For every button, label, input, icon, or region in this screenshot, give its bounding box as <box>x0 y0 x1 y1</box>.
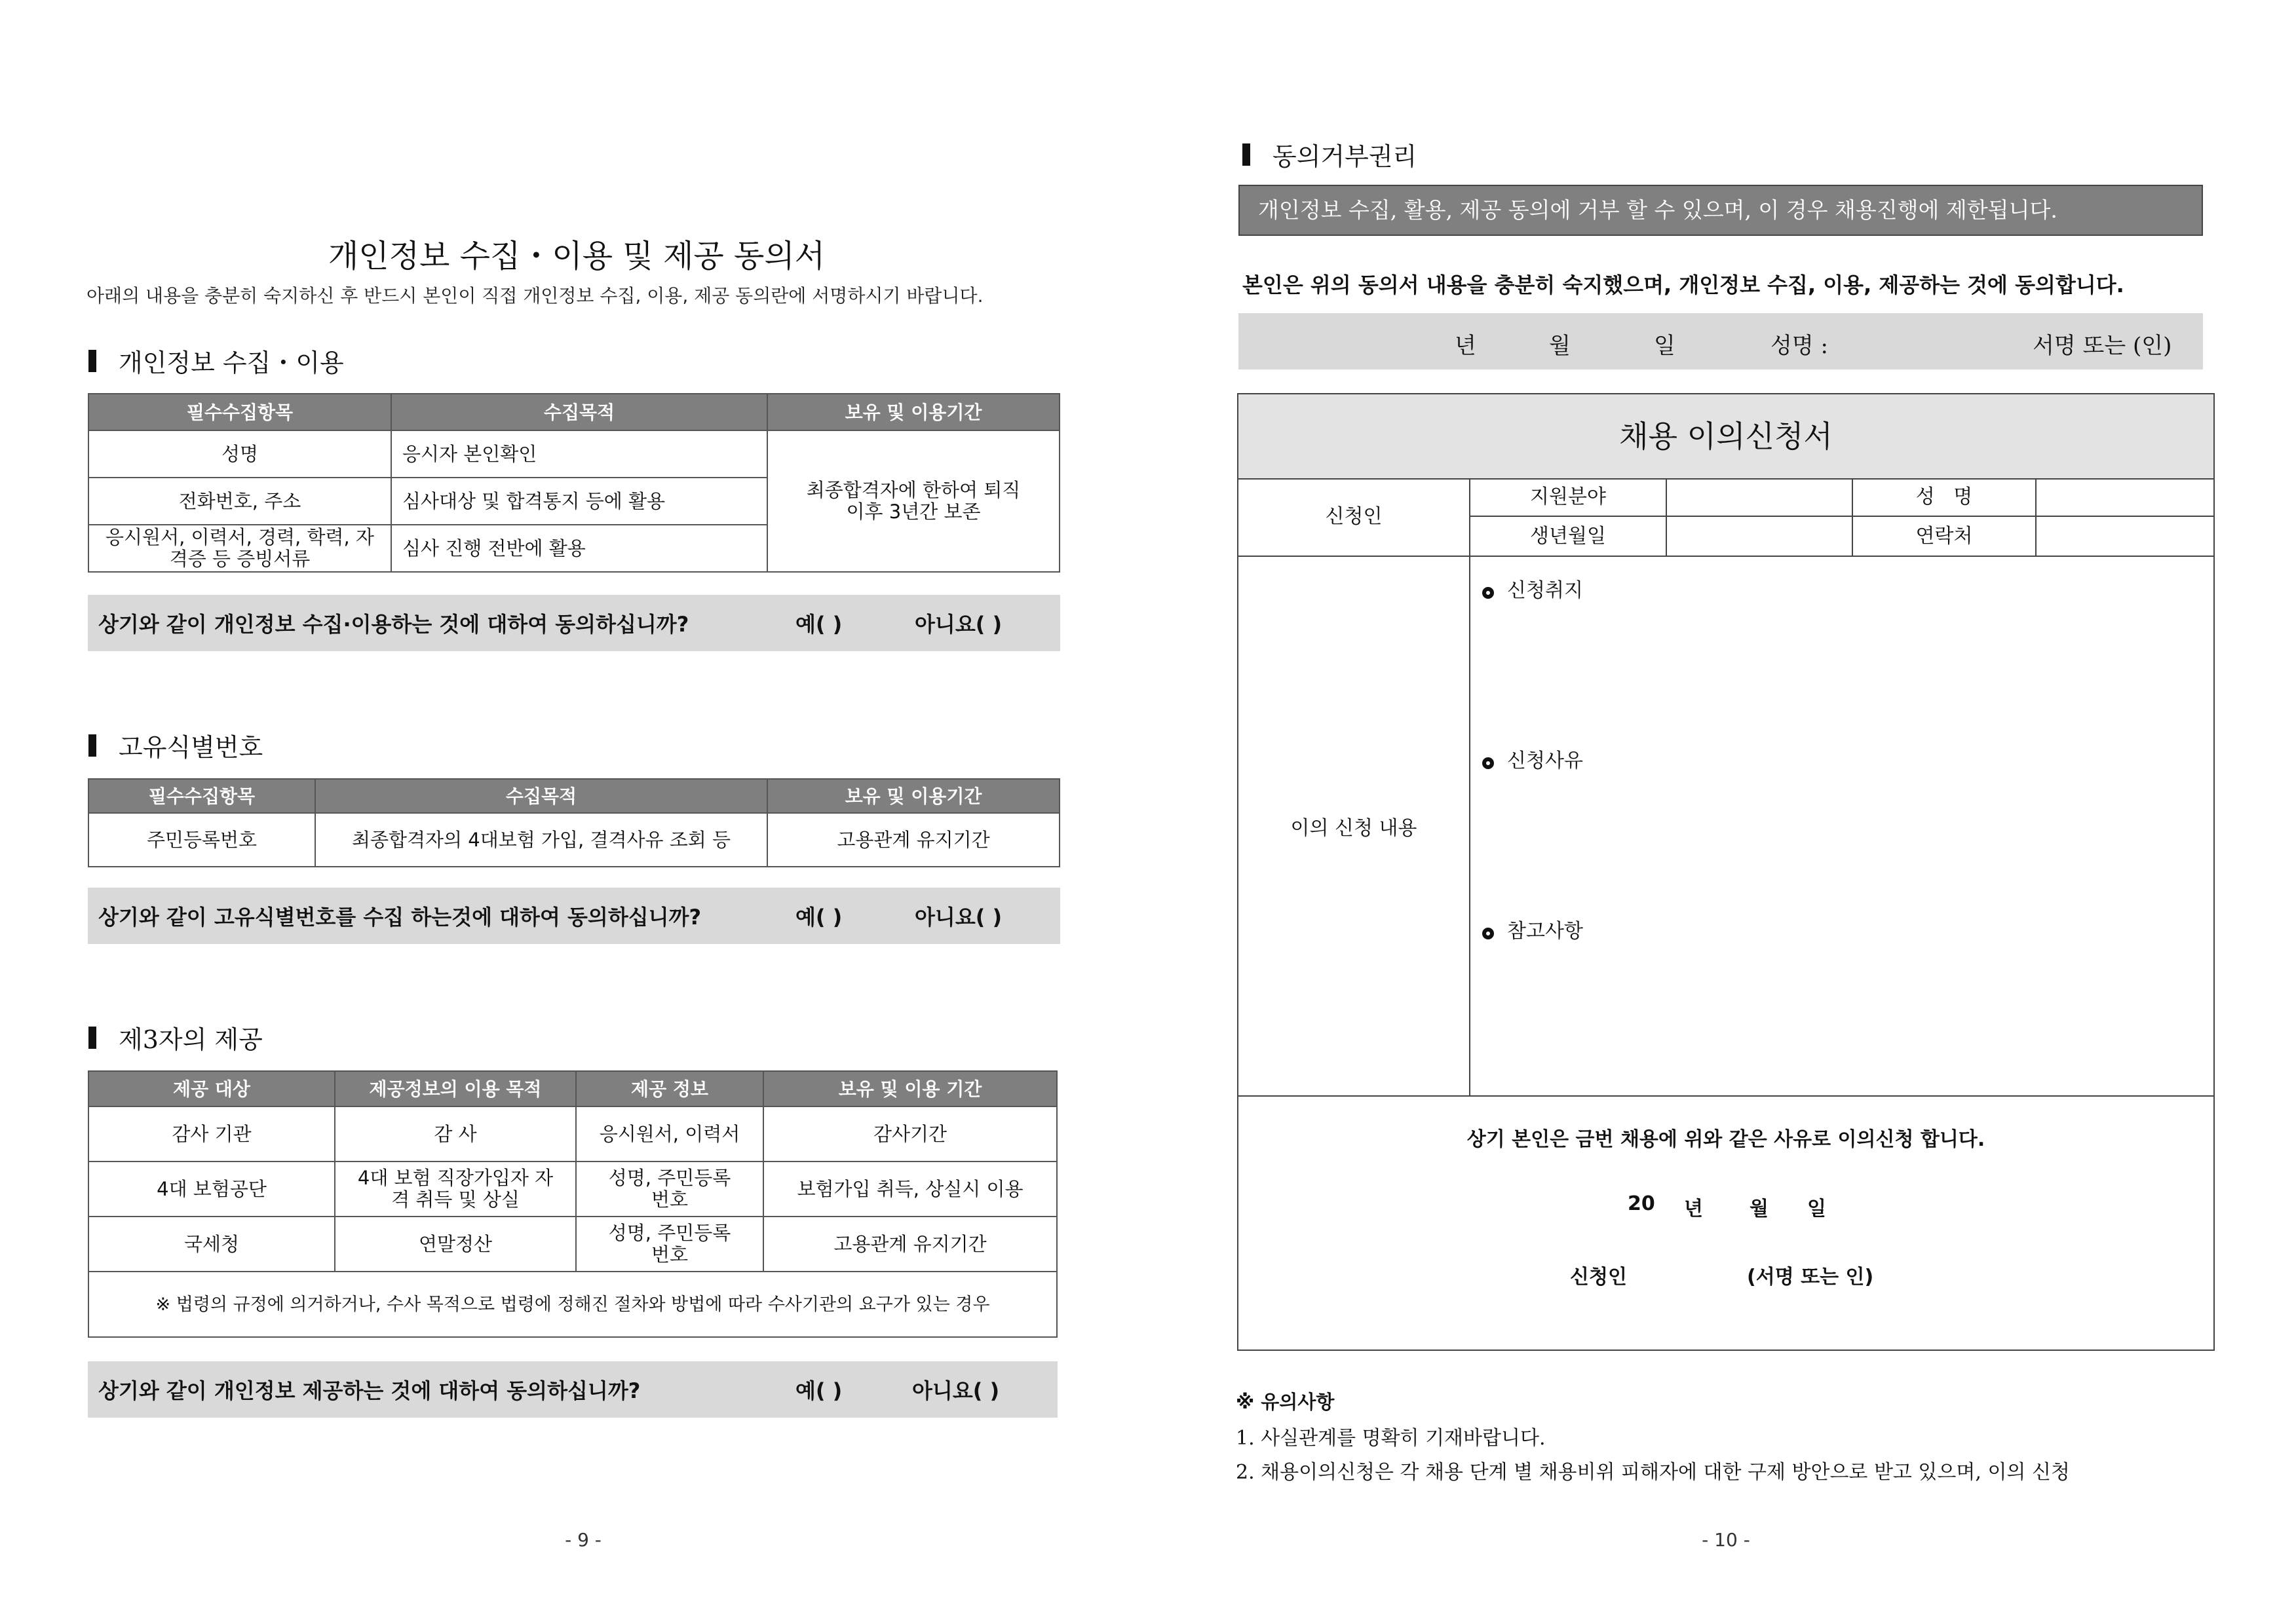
year-label: 년 <box>1455 333 1476 359</box>
table-cell: 심사 진행 전반에 활용 <box>391 525 767 572</box>
table-cell: 응시원서, 이력서, 경력, 학력, 자격증 등 증빙서류 <box>88 525 391 572</box>
content-item-reason[interactable]: 신청사유 <box>1482 744 1583 773</box>
form-title: 채용 이의신청서 <box>1238 394 2213 480</box>
field-label-area: 지원분야 <box>1470 478 1667 516</box>
name-label: 성명 : <box>1770 333 1828 359</box>
refusal-notice: 개인정보 수집, 활용, 제공 동의에 거부 할 수 있으며, 이 경우 채용진행에 제한됩니다. <box>1238 185 2203 236</box>
table-cell: 전화번호, 주소 <box>88 478 391 525</box>
table-cell: 감 사 <box>335 1106 576 1161</box>
section-heading-collection: 개인정보 수집・이용 <box>88 343 344 379</box>
table-cell: 심사대상 및 합격통지 등에 활용 <box>391 478 767 525</box>
intro-text: 아래의 내용을 충분히 숙지하신 후 반드시 본인이 직접 개인정보 수집, 이용, 제공 동의란에 서명하시기 바랍니다. <box>86 285 984 307</box>
form-signature-line: 신청인 (서명 또는 인) <box>1238 1260 2213 1287</box>
col-header-info: 제공 정보 <box>576 1071 763 1106</box>
applicant-section <box>1238 478 2213 557</box>
table-cell: 국세청 <box>88 1217 335 1272</box>
table-cell: 감사기간 <box>763 1106 1057 1161</box>
yes-checkbox[interactable]: 예( ) <box>795 905 843 930</box>
applicant-label: 신청인 <box>1238 478 1470 556</box>
table-cell: 4대 보험공단 <box>88 1161 335 1217</box>
table-cell: 성명, 주민등록번호 <box>576 1217 763 1272</box>
no-checkbox[interactable]: 아니요( ) <box>915 905 1003 930</box>
col-header-use-purpose: 제공정보의 이용 목적 <box>335 1071 576 1106</box>
col-header-retention: 보유 및 이용 기간 <box>763 1071 1057 1106</box>
notes-heading: ※ 유의사항 <box>1236 1391 1335 1413</box>
table-cell: 응시원서, 이력서 <box>576 1106 763 1161</box>
consent-question-collection: 상기와 같이 개인정보 수집·이용하는 것에 대하여 동의하십니까? 예( ) 아니요( ) <box>88 595 1060 651</box>
note-item: 2. 채용이의신청은 각 채용 단계 별 채용비위 피해자에 대한 구제 방안으로 받고 있으며, 이의 신청 <box>1236 1461 2070 1484</box>
day-label: 일 <box>1654 333 1675 359</box>
signature-date-bar <box>1238 313 2203 369</box>
table-cell: 최종합격자의 4대보험 가입, 결격사유 조회 등 <box>315 813 767 867</box>
field-label-name: 성 명 <box>1853 478 2037 516</box>
signature-field[interactable]: 서명 또는 (인) <box>2033 333 2172 359</box>
table-cell: 고용관계 유지기간 <box>763 1217 1057 1272</box>
page-number: - 9 - <box>565 1529 602 1551</box>
unique-id-table <box>88 778 1060 867</box>
retention-cell: 최종합격자에 한하여 퇴직 이후 3년간 보존 <box>767 430 1060 572</box>
section-heading-unique-id: 고유식별번호 <box>88 727 263 763</box>
consent-question-unique-id: 상기와 같이 고유식별번호를 수집 하는것에 대하여 동의하십니까? 예( ) 아니요( ) <box>88 888 1060 944</box>
content-item-reference[interactable]: 참고사항 <box>1482 915 1583 943</box>
circle-bullet-icon <box>1482 757 1494 769</box>
field-input-name[interactable] <box>2037 478 2213 516</box>
table-cell: 성명, 주민등록번호 <box>576 1161 763 1217</box>
consent-statement: 본인은 위의 동의서 내용을 충분히 숙지했으며, 개인정보 수집, 이용, 제공하는 것에 동의합니다. <box>1242 273 2124 297</box>
objection-statement: 상기 본인은 금번 채용에 위와 같은 사유로 이의신청 합니다. <box>1466 1128 1985 1151</box>
section-heading-refusal: 동의거부권리 <box>1242 136 1417 172</box>
table-cell: 고용관계 유지기간 <box>767 813 1060 867</box>
content-label: 이의 신청 내용 <box>1238 557 1470 1095</box>
col-header-purpose: 수집목적 <box>391 394 767 430</box>
field-input-area[interactable] <box>1667 478 1853 516</box>
content-item-purpose[interactable]: 신청취지 <box>1482 574 1583 603</box>
table-cell: 응시자 본인확인 <box>391 430 767 478</box>
note-item: 1. 사실관계를 명확히 기재바랍니다. <box>1236 1427 1546 1450</box>
col-header-required-items: 필수수집항목 <box>88 394 391 430</box>
section-heading-third-party: 제3자의 제공 <box>88 1019 263 1055</box>
field-label-birth: 생년월일 <box>1470 517 1667 556</box>
table-cell: 연말정산 <box>335 1217 576 1272</box>
field-input-contact[interactable] <box>2037 517 2213 556</box>
page-number: - 10 - <box>1702 1529 1750 1551</box>
col-header-required-items: 필수수집항목 <box>88 779 315 813</box>
table-cell: 보험가입 취득, 상실시 이용 <box>763 1161 1057 1217</box>
no-checkbox[interactable]: 아니요( ) <box>912 1378 1000 1403</box>
consent-question-third-party: 상기와 같이 개인정보 제공하는 것에 대하여 동의하십니까? 예( ) 아니요( ) <box>88 1361 1058 1418</box>
form-signature-field[interactable]: (서명 또는 인) <box>1747 1266 1874 1289</box>
yes-checkbox[interactable]: 예( ) <box>795 1378 843 1403</box>
table-cell: 감사 기관 <box>88 1106 335 1161</box>
third-party-table <box>88 1070 1058 1338</box>
table-cell: 주민등록번호 <box>88 813 315 867</box>
table-cell: 4대 보험 직장가입자 자격 취득 및 상실 <box>335 1161 576 1217</box>
col-header-purpose: 수집목적 <box>315 779 767 813</box>
collection-table <box>88 393 1060 573</box>
col-header-recipient: 제공 대상 <box>88 1071 335 1106</box>
form-date-line: 20 년 월 일 <box>1628 1192 1826 1220</box>
content-section <box>1238 557 2213 1097</box>
col-header-retention: 보유 및 이용기간 <box>767 779 1060 813</box>
yes-checkbox[interactable]: 예( ) <box>795 612 843 637</box>
legal-note: ※ 법령의 규정에 의거하거나, 수사 목적으로 법령에 정해진 절차와 방법에 따라 수사기관의 요구가 있는 경우 <box>88 1272 1057 1337</box>
circle-bullet-icon <box>1482 928 1494 939</box>
objection-form <box>1237 393 2215 1351</box>
col-header-retention: 보유 및 이용기간 <box>767 394 1060 430</box>
field-label-contact: 연락처 <box>1853 517 2037 556</box>
circle-bullet-icon <box>1482 587 1494 599</box>
table-cell: 성명 <box>88 430 391 478</box>
page-title: 개인정보 수집・이용 및 제공 동의서 <box>328 238 826 274</box>
no-checkbox[interactable]: 아니요( ) <box>915 612 1003 637</box>
month-label: 월 <box>1549 333 1571 359</box>
field-input-birth[interactable] <box>1667 517 1853 556</box>
